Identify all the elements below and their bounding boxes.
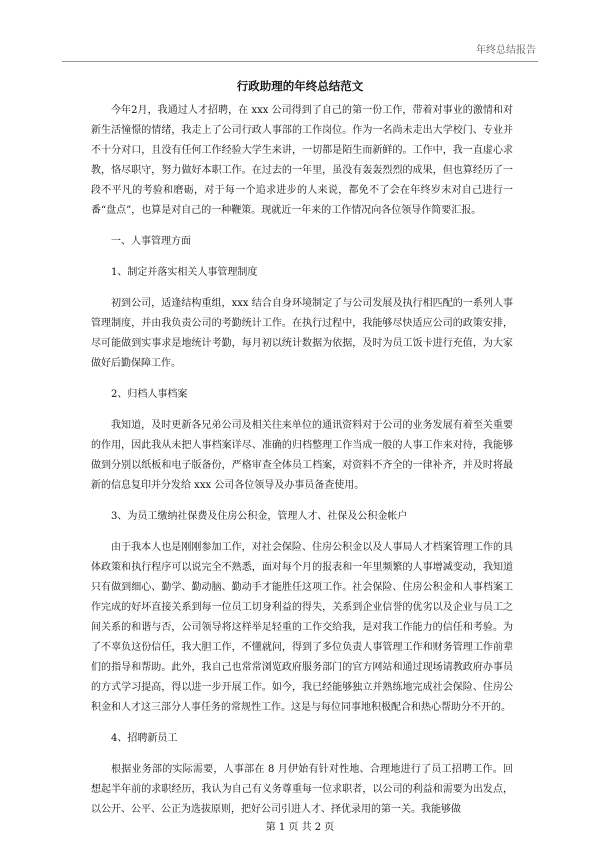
subsection-paragraph-2: 我知道，及时更新各兄弟公司及相关往来单位的通讯资料对于公司的业务发展有着至关重要的作用，因此我从未把人事档案详尽、准确的归档整理工作当成一般的人事工作来对待，我能够做到分别以纸板和电子版备份，严格审查全体员工档案，对资料不齐全的一律补齐，并及时将最新的信息复印并分发给 xxx 公司各位领导及办事员备查使用。 [91,420,513,491]
subsection-paragraph-4: 根据业务部的实际需要，人事部在 8 月伊始有针对性地、合理地进行了员工招聘工作。回想起半年前的求职经历，我认为自己有义务尊重每一位求职者，以公司的利益和需要为出发点，以公开、公平、公正为选拔原则，把好公司引进人才、择优录用的第一关。我能够做 [91,764,513,815]
header-divider [62,61,538,62]
page-number: 第 1 页 共 2 页 [265,822,335,833]
subsection-heading-2: 2、归档人事档案 [111,389,188,400]
header-label: 年终总结报告 [476,45,536,56]
document-body [91,101,513,820]
subsection-heading-1: 1、制定并落实相关人事管理制度 [111,267,258,278]
intro-paragraph: 今年2月，我通过人才招聘，在 xxx 公司得到了自己的第一份工作，带着对事业的激情和对新生活憧憬的情绪，我走上了公司行政人事部的工作岗位。作为一名尚未走出大学校门、专业并不十分对口，且没有任何工作经验大学生来讲，一切都是陌生而新鲜的。工作中，我一直虚心求教，恪尽职守，努力做好本职工作。在过去的一年里，虽没有轰轰烈烈的成果，但也算经历了一段不平凡的考验和磨砺，对于每一个追求进步的人来说，都免不了会在年终岁末对自己进行一番“盘点”，也算是对自己的一种鞭策。现就近一年来的工作情况向各位领导作简要汇报。 [91,105,513,216]
subsection-paragraph-3: 由于我本人也是刚刚参加工作，对社会保险、住房公积金以及人事局人才档案管理工作的具体政策和执行程序可以说完全不熟悉，面对每个月的报表和一年里频繁的人事增减变动，我知道只有做到细心、勤学、勤动脑、勤动手才能胜任这项工作。社会保险、住房公积金和人事档案工作完成的好坏直接关系到每一位员工切身利益的得失，关系到企业信誉的优劣以及企业与员工之间关系的和谐与否，公司领导将这样举足轻重的工作交给我，是对我工作能力的信任和考验。为了不辜负这份信任，我大胆工作，不懂就问，得到了多位负责人事管理工作和财务管理工作前辈们的指导和帮助。此外，我自己也常常浏览政府服务部门的官方网站和通过现场请教政府办事员的方式学习提高，得以进一步开展工作。如今，我已经能够独立并熟练地完成社会保险、住房公积金和人才这三部分人事任务的常规性工作。这是与每位同事地积极配合和热心帮助分不开的。 [91,542,513,713]
subsection-paragraph-1: 初到公司，适逢结构重组，xxx 结合自身环境制定了与公司发展及执行相匹配的一系列人事管理制度，并由我负责公司的考勤统计工作。在执行过程中，我能够尽快适应公司的政策安排，尽可能做到实事求是地统计考勤，每月初以统计数据为依据，及时为员工饭卡进行充值，为大家做好后勤保障工作。 [91,298,513,369]
subsection-heading-4: 4、招聘新员工 [111,733,178,744]
document-title: 行政助理的年终总结范文 [236,79,364,93]
subsection-heading-3: 3、为员工缴纳社保费及住房公积金，管理人才、社保及公积金帐户 [111,511,408,522]
section-heading-personnel: 一、人事管理方面 [111,236,191,247]
